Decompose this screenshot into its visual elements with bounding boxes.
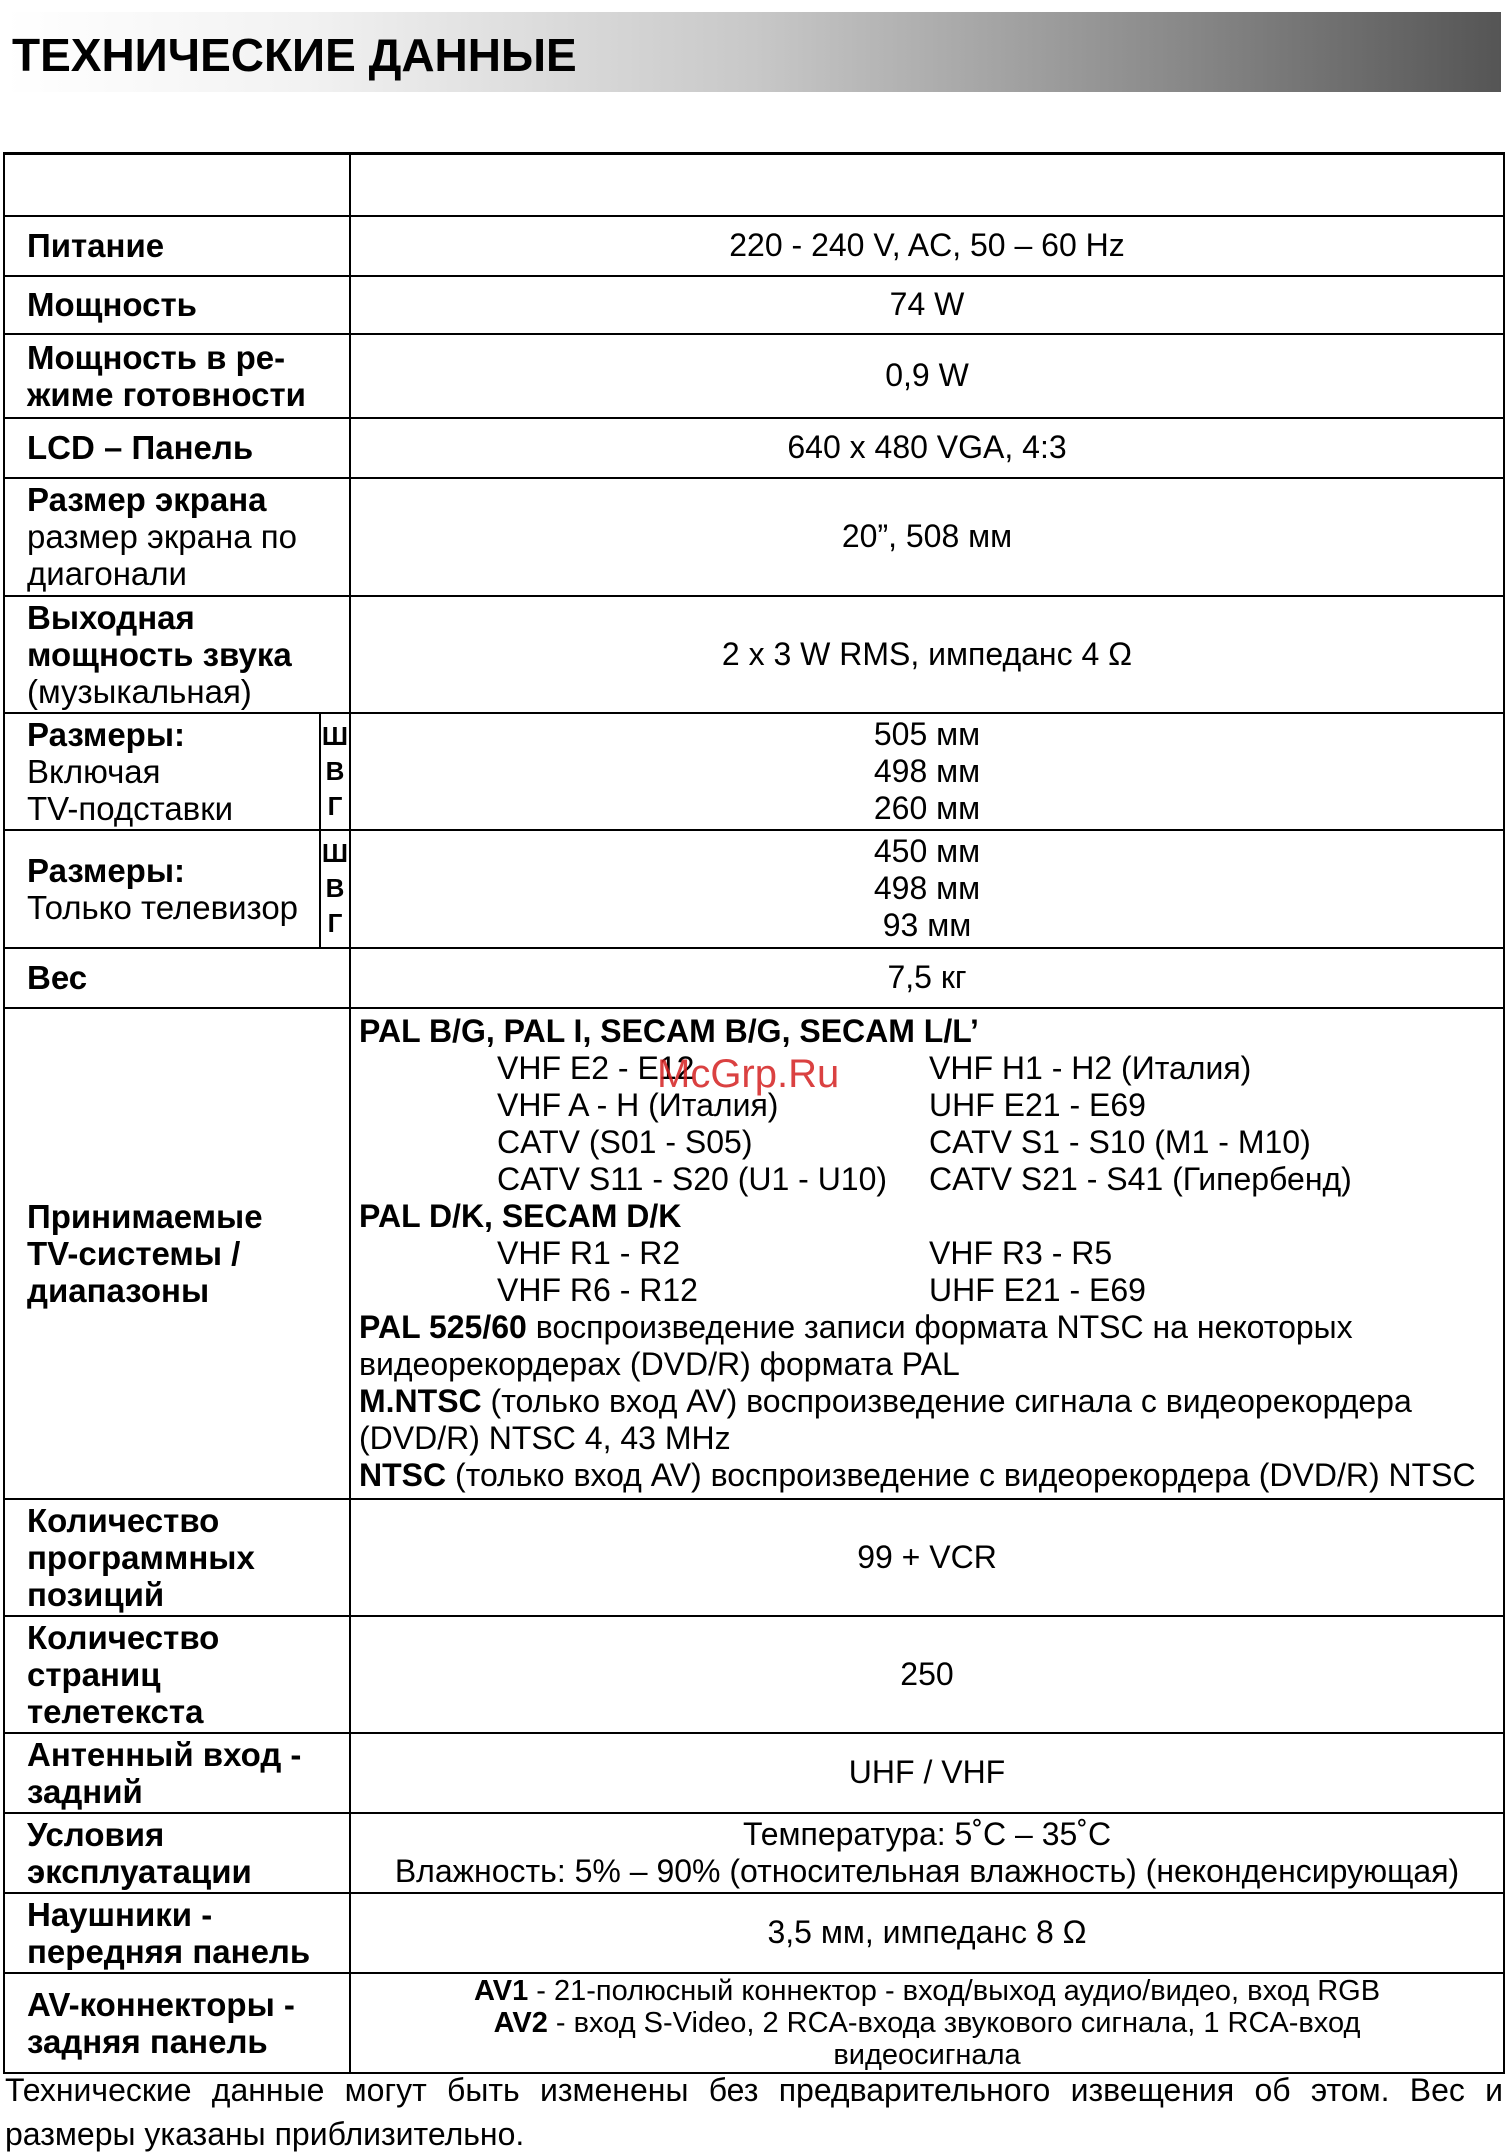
row-label bbox=[4, 713, 320, 830]
label-line: позиций bbox=[27, 1575, 165, 1613]
row-label bbox=[4, 1008, 350, 1499]
row-value: 7,5 кг bbox=[350, 948, 1504, 1008]
header-cell-left bbox=[4, 154, 350, 216]
header-cell-right bbox=[350, 154, 1504, 216]
title-banner bbox=[5, 12, 1501, 92]
label-line: страниц bbox=[27, 1655, 161, 1693]
row-label bbox=[4, 830, 320, 948]
row-value: 99 + VCR bbox=[350, 1499, 1504, 1616]
table-row bbox=[4, 216, 1504, 276]
band: VHF H1 - H2 (Италия) bbox=[929, 1049, 1252, 1086]
row-label bbox=[4, 1813, 350, 1893]
spec-table bbox=[3, 152, 1505, 2074]
band-row bbox=[359, 1235, 1499, 1272]
table-row bbox=[4, 1813, 1504, 1893]
watermark: McGrp.Ru bbox=[657, 1052, 840, 1096]
dimension-axes bbox=[320, 830, 350, 948]
table-row bbox=[4, 1616, 1504, 1733]
av2-line-cont: видеосигнала bbox=[833, 2038, 1021, 2071]
row-value: 2 x 3 W RMS, импеданс 4 Ω bbox=[350, 596, 1504, 713]
system-note-cont: (DVD/R) NTSC 4, 43 MHz bbox=[359, 1419, 731, 1456]
temperature-value: Температура: 5˚C – 35˚C bbox=[742, 1815, 1112, 1852]
band: VHF R1 - R2 bbox=[497, 1234, 681, 1271]
axis-h: В bbox=[325, 755, 345, 786]
band-row bbox=[359, 1161, 1499, 1198]
band-row bbox=[359, 1087, 1499, 1124]
label-line: жиме готовности bbox=[27, 375, 306, 413]
table-row bbox=[4, 1893, 1504, 1973]
table-row bbox=[4, 830, 1504, 948]
av1-line: AV1 - 21-полюсный коннектор - вход/выход аудио/видео, вход RGB bbox=[473, 1974, 1381, 2007]
tv-systems-cell bbox=[350, 1008, 1504, 1499]
label-line: задняя панель bbox=[27, 2022, 268, 2060]
row-value bbox=[350, 1813, 1504, 1893]
row-label bbox=[4, 1893, 350, 1973]
label-line: (музыкальная) bbox=[27, 672, 252, 710]
table-row bbox=[4, 478, 1504, 596]
footer-note: Технические данные могут быть изменены без предварительного извещения об этом. Вес и размеры указаны приблизительно. bbox=[5, 2072, 1503, 2152]
band-row bbox=[359, 1272, 1499, 1309]
label-line: передняя панель bbox=[27, 1932, 311, 1970]
band: VHF E2 - E12 bbox=[497, 1049, 695, 1086]
row-value: 74 W bbox=[350, 276, 1504, 334]
row-label bbox=[4, 1499, 350, 1616]
band: CATV (S01 - S05) bbox=[497, 1123, 753, 1160]
row-value: 20”, 508 мм bbox=[350, 478, 1504, 596]
label-line: эксплуатации bbox=[27, 1852, 252, 1890]
table-row bbox=[4, 276, 1504, 334]
band: VHF A - H (Италия) bbox=[497, 1086, 779, 1123]
system-note-cont: видеорекордерах (DVD/R) формата PAL bbox=[359, 1345, 960, 1382]
row-label bbox=[4, 334, 350, 418]
row-value: 640 x 480 VGA, 4:3 bbox=[350, 418, 1504, 478]
table-header-row bbox=[4, 154, 1504, 216]
depth-value: 93 мм bbox=[882, 907, 972, 943]
axis-d: Г bbox=[327, 908, 343, 938]
label-line: Мощность в ре- bbox=[27, 338, 286, 376]
row-value: UHF / VHF bbox=[350, 1733, 1504, 1813]
row-label: Питание bbox=[4, 216, 350, 276]
row-label bbox=[4, 478, 350, 596]
row-label: Мощность bbox=[4, 276, 350, 334]
table-row bbox=[4, 334, 1504, 418]
system-note: NTSC (только вход AV) воспроизведение с видеорекордера (DVD/R) NTSC bbox=[359, 1456, 1476, 1493]
table-row bbox=[4, 596, 1504, 713]
band: CATV S11 - S20 (U1 - U10) bbox=[497, 1160, 888, 1197]
page-title: ТЕХНИЧЕСКИЕ ДАННЫЕ bbox=[12, 29, 577, 81]
dimension-axes bbox=[320, 713, 350, 830]
row-label bbox=[4, 1973, 350, 2073]
label-line: Количество bbox=[27, 1618, 220, 1656]
table-row bbox=[4, 1733, 1504, 1813]
axis-h: В bbox=[325, 873, 345, 903]
width-value: 505 мм bbox=[873, 715, 981, 752]
row-label: Вес bbox=[4, 948, 350, 1008]
table-row bbox=[4, 1973, 1504, 2073]
axis-w: Ш bbox=[321, 838, 349, 868]
system-heading: PAL B/G, PAL I, SECAM B/G, SECAM L/L’ bbox=[359, 1012, 979, 1049]
humidity-value: Влажность: 5% – 90% (относительная влажность) (неконденсирующая) bbox=[394, 1852, 1460, 1889]
label-line: Размеры: bbox=[27, 851, 186, 889]
row-value bbox=[350, 1973, 1504, 2073]
axis-w: Ш bbox=[321, 720, 349, 751]
band: VHF R6 - R12 bbox=[497, 1271, 698, 1308]
label-line: TV-системы / bbox=[27, 1234, 241, 1272]
row-value: 3,5 мм, импеданс 8 Ω bbox=[350, 1893, 1504, 1973]
label-line: TV-подставки bbox=[27, 789, 234, 827]
depth-value: 260 мм bbox=[873, 789, 981, 826]
av2-line: AV2 - вход S-Video, 2 RCA-входа звукового сигнала, 1 RCA-вход bbox=[493, 2006, 1361, 2039]
row-label bbox=[4, 596, 350, 713]
label-line: Антенный вход - bbox=[27, 1735, 302, 1773]
row-label bbox=[4, 1616, 350, 1733]
height-value: 498 мм bbox=[873, 752, 981, 789]
row-label: LCD – Панель bbox=[4, 418, 350, 478]
row-value: 250 bbox=[350, 1616, 1504, 1733]
label-line: мощность звука bbox=[27, 635, 292, 673]
label-line: диапазоны bbox=[27, 1271, 210, 1309]
row-value: 220 - 240 V, AC, 50 – 60 Hz bbox=[350, 216, 1504, 276]
band: UHF E21 - E69 bbox=[929, 1271, 1146, 1308]
label-line: размер экрана по bbox=[27, 518, 297, 555]
system-note: PAL 525/60 воспроизведение записи формата NTSC на некоторых bbox=[359, 1308, 1353, 1345]
row-value bbox=[350, 830, 1504, 948]
band: UHF E21 - E69 bbox=[929, 1086, 1146, 1123]
label-line: Количество bbox=[27, 1501, 220, 1539]
row-value: 0,9 W bbox=[350, 334, 1504, 418]
table-row bbox=[4, 1499, 1504, 1616]
label-line: Размеры: bbox=[27, 715, 186, 753]
height-value: 498 мм bbox=[873, 870, 981, 906]
label-line: телетекста bbox=[27, 1692, 204, 1730]
table-row bbox=[4, 418, 1504, 478]
label-line: AV-коннекторы - bbox=[27, 1985, 295, 2023]
band-row bbox=[359, 1050, 1499, 1087]
band: CATV S1 - S10 (M1 - M10) bbox=[929, 1123, 1311, 1160]
label-line: диагонали bbox=[27, 555, 187, 592]
row-value bbox=[350, 713, 1504, 830]
label-line: программных bbox=[27, 1538, 255, 1576]
row-label bbox=[4, 1733, 350, 1813]
axis-d: Г bbox=[327, 790, 343, 821]
label-line: Наушники - bbox=[27, 1895, 213, 1933]
label-line: Выходная bbox=[27, 598, 195, 636]
label-line: Условия bbox=[27, 1815, 165, 1853]
system-note: M.NTSC (только вход AV) воспроизведение сигнала с видеорекордера bbox=[359, 1382, 1412, 1419]
label-line: Принимаемые bbox=[27, 1197, 263, 1235]
label-line: Только телевизор bbox=[27, 888, 299, 926]
label-line: Размер экрана bbox=[27, 481, 267, 518]
label-line: Включая bbox=[27, 752, 161, 790]
table-row bbox=[4, 713, 1504, 830]
label-line: задний bbox=[27, 1772, 143, 1810]
table-row bbox=[4, 948, 1504, 1008]
system-heading: PAL D/K, SECAM D/K bbox=[359, 1197, 682, 1234]
band: CATV S21 - S41 (Гипербенд) bbox=[929, 1160, 1352, 1197]
band: VHF R3 - R5 bbox=[929, 1234, 1113, 1271]
band-row bbox=[359, 1124, 1499, 1161]
width-value: 450 мм bbox=[873, 833, 981, 869]
